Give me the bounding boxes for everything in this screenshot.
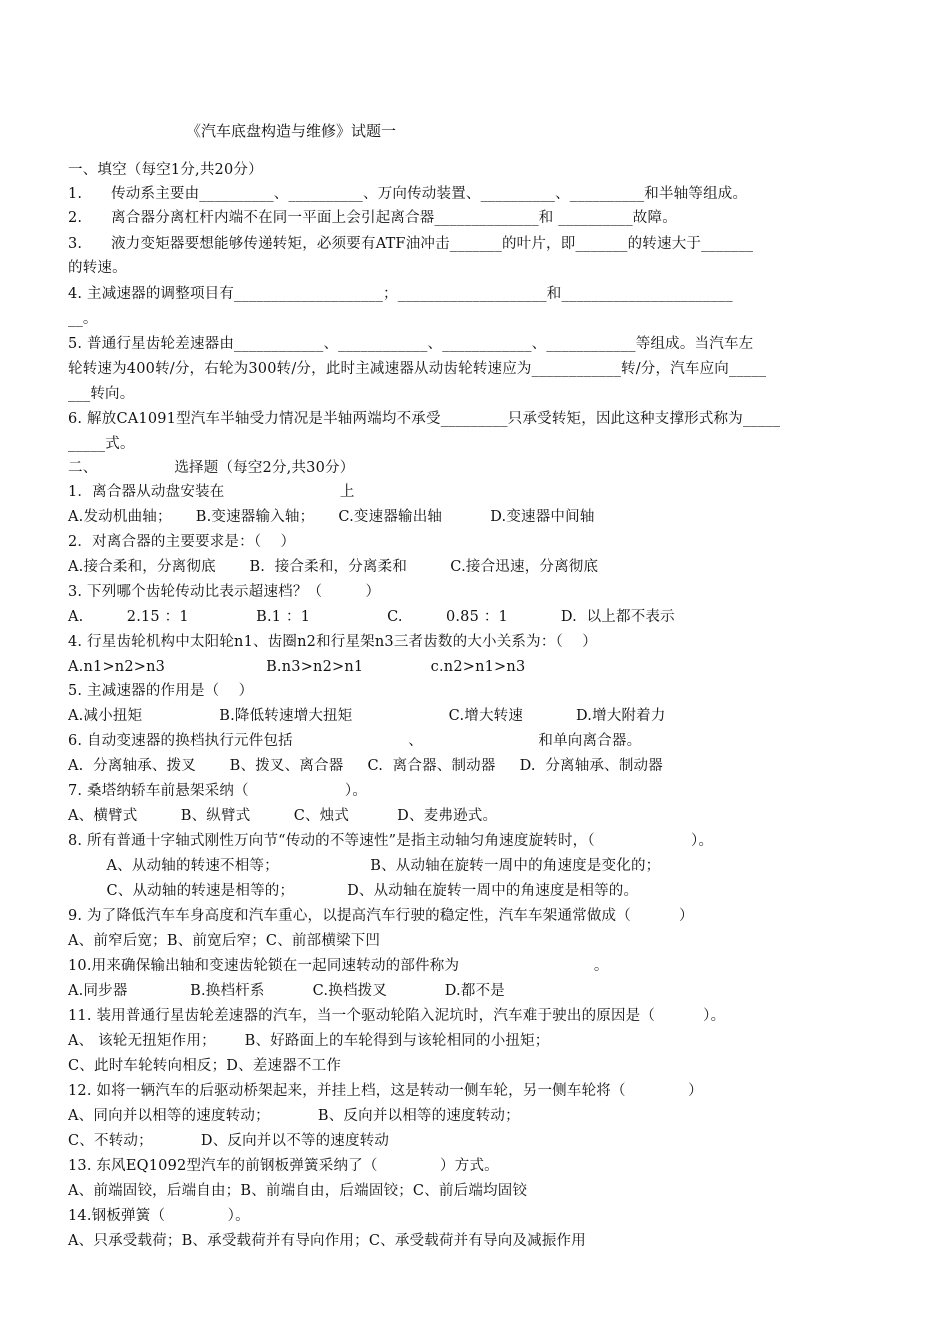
text-line: 2．对离合器的主要要求是：（ ） [68,534,296,550]
text-line: 5. 普通行星齿轮差速器由____________、____________、____________、____________等组成。当汽车左 [68,336,754,352]
text-line: A、前窄后宽；B、前宽后窄；C、前部横梁下凹 [68,933,381,949]
text-line: A.同步器 B.换档杆系 C.换档拨叉 D.都不是 [68,983,505,999]
text-line: __。 [68,311,98,327]
text-line: C、从动轴的转速是相等的； D、从动轴在旋转一周中的角速度是相等的。 [68,883,639,899]
text-line: A、只承受载荷；B、承受载荷并有导向作用；C、承受载荷并有导向及减振作用 [68,1233,586,1249]
text-line: 6. 自动变速器的换档执行元件包括 、 和单向离合器。 [68,733,642,749]
text-line: 2. 离合器分离杠杆内端不在同一平面上会引起离合器______________和 __________故障。 [68,210,677,226]
text-line: A、从动轴的转速不相等； B、从动轴在旋转一周中的角速度是变化的； [68,858,661,874]
text-line: A.n1>n2>n3 B.n3>n2>n1 c.n2>n1>n3 [68,659,526,675]
text-line: 轮转速为400转/分，右轮为300转/分，此时主减速器从动齿轮转速应为____________转/分，汽车应向_____ [68,361,767,377]
text-line: 13. 东风EQ1092型汽车的前钢板弹簧采纳了（ ）方式。 [68,1158,499,1174]
text-line: C、不转动； D、反向并以不等的速度转动 [68,1133,390,1149]
text-line: 1．离合器从动盘安装在 上 [68,484,355,500]
text-line: A、 该轮无扭矩作用； B、好路面上的车轮得到与该轮相同的小扭矩； [68,1033,550,1049]
text-line: _____式。 [68,436,135,452]
text-line: 1. 传动系主要由__________、__________、万向传动装置、__________、__________和半轴等组成。 [68,186,748,202]
text-line: A.发动机曲轴； B.变速器输入轴； C.变速器输出轴 D.变速器中间轴 [68,509,595,525]
text-line: A、横臂式 B、纵臂式 C、烛式 D、麦弗逊式。 [68,808,498,824]
text-line: A.接合柔和，分离彻底 B. 接合柔和，分离柔和 C.接合迅速，分离彻底 [68,559,599,575]
text-line: A、同向并以相等的速度转动； B、反向并以相等的速度转动； [68,1108,520,1124]
text-line: A.减小扭矩 B.降低转速增大扭矩 C.增大转速 D.增大附着力 [68,708,666,724]
text-line: 5. 主减速器的作用是（ ） [68,683,254,699]
text-line: 9. 为了降低汽车车身高度和汽车重心，以提高汽车行驶的稳定性，汽车车架通常做成（ ） [68,908,694,924]
text-line: A. 分离轴承、拨叉 B、拨叉、离合器 C. 离合器、制动器 D. 分离轴承、制动器 [68,758,663,774]
text-line: A、前端固铰，后端自由；B、前端自由，后端固铰；C、前后端均固铰 [68,1183,528,1199]
text-line: ___转向。 [68,386,135,402]
text-line: 3. 液力变矩器要想能够传递转矩，必须要有ATF油冲击_______的叶片，即_______的转速大于_______ [68,236,754,252]
text-line: 一、填空（每空1分,共20分） [68,162,263,178]
text-line: 4. 主减速器的调整项目有____________________；____________________和_______________________ [68,286,733,302]
text-line: 14.钢板弹簧（ ）。 [68,1208,250,1224]
text-line: 10.用来确保输出轴和变速齿轮锁在一起同速转动的部件称为 。 [68,958,609,974]
text-line: 7. 桑塔纳轿车前悬架采纳（ ）。 [68,783,368,799]
text-line: A. 2.15 ：1 B.1 ：1 C. 0.85 ：1 D. 以上都不表示 [68,609,675,625]
text-line: 二、 选择题（每空2分,共30分） [68,460,355,476]
text-line: 6. 解放CA1091型汽车半轴受力情况是半轴两端均不承受_________只承受转矩，因此这种支撑形式称为_____ [68,411,781,427]
text-line: 11. 装用普通行星齿轮差速器的汽车，当一个驱动轮陷入泥坑时，汽车难于驶出的原因是（ ）。 [68,1008,726,1024]
text-line: 8. 所有普通十字轴式刚性万向节“传动的不等速性”是指主动轴匀角速度旋转时，（ ）。 [68,833,714,849]
text-line: 4. 行星齿轮机构中太阳轮n1、齿圈n2和行星架n3三者齿数的大小关系为：（ ） [68,634,597,650]
text-line: 的转速。 [68,260,127,276]
text-line: 12. 如将一辆汽车的后驱动桥架起来，并挂上档，这是转动一侧车轮，另一侧车轮将（ ） [68,1083,703,1099]
text-line: 3. 下列哪个齿轮传动比表示超速档？（ ） [68,584,381,600]
document-title: 《汽车底盘构造与维修》试题一 [186,122,397,140]
text-line: C、此时车轮转向相反；D、差速器不工作 [68,1058,342,1074]
